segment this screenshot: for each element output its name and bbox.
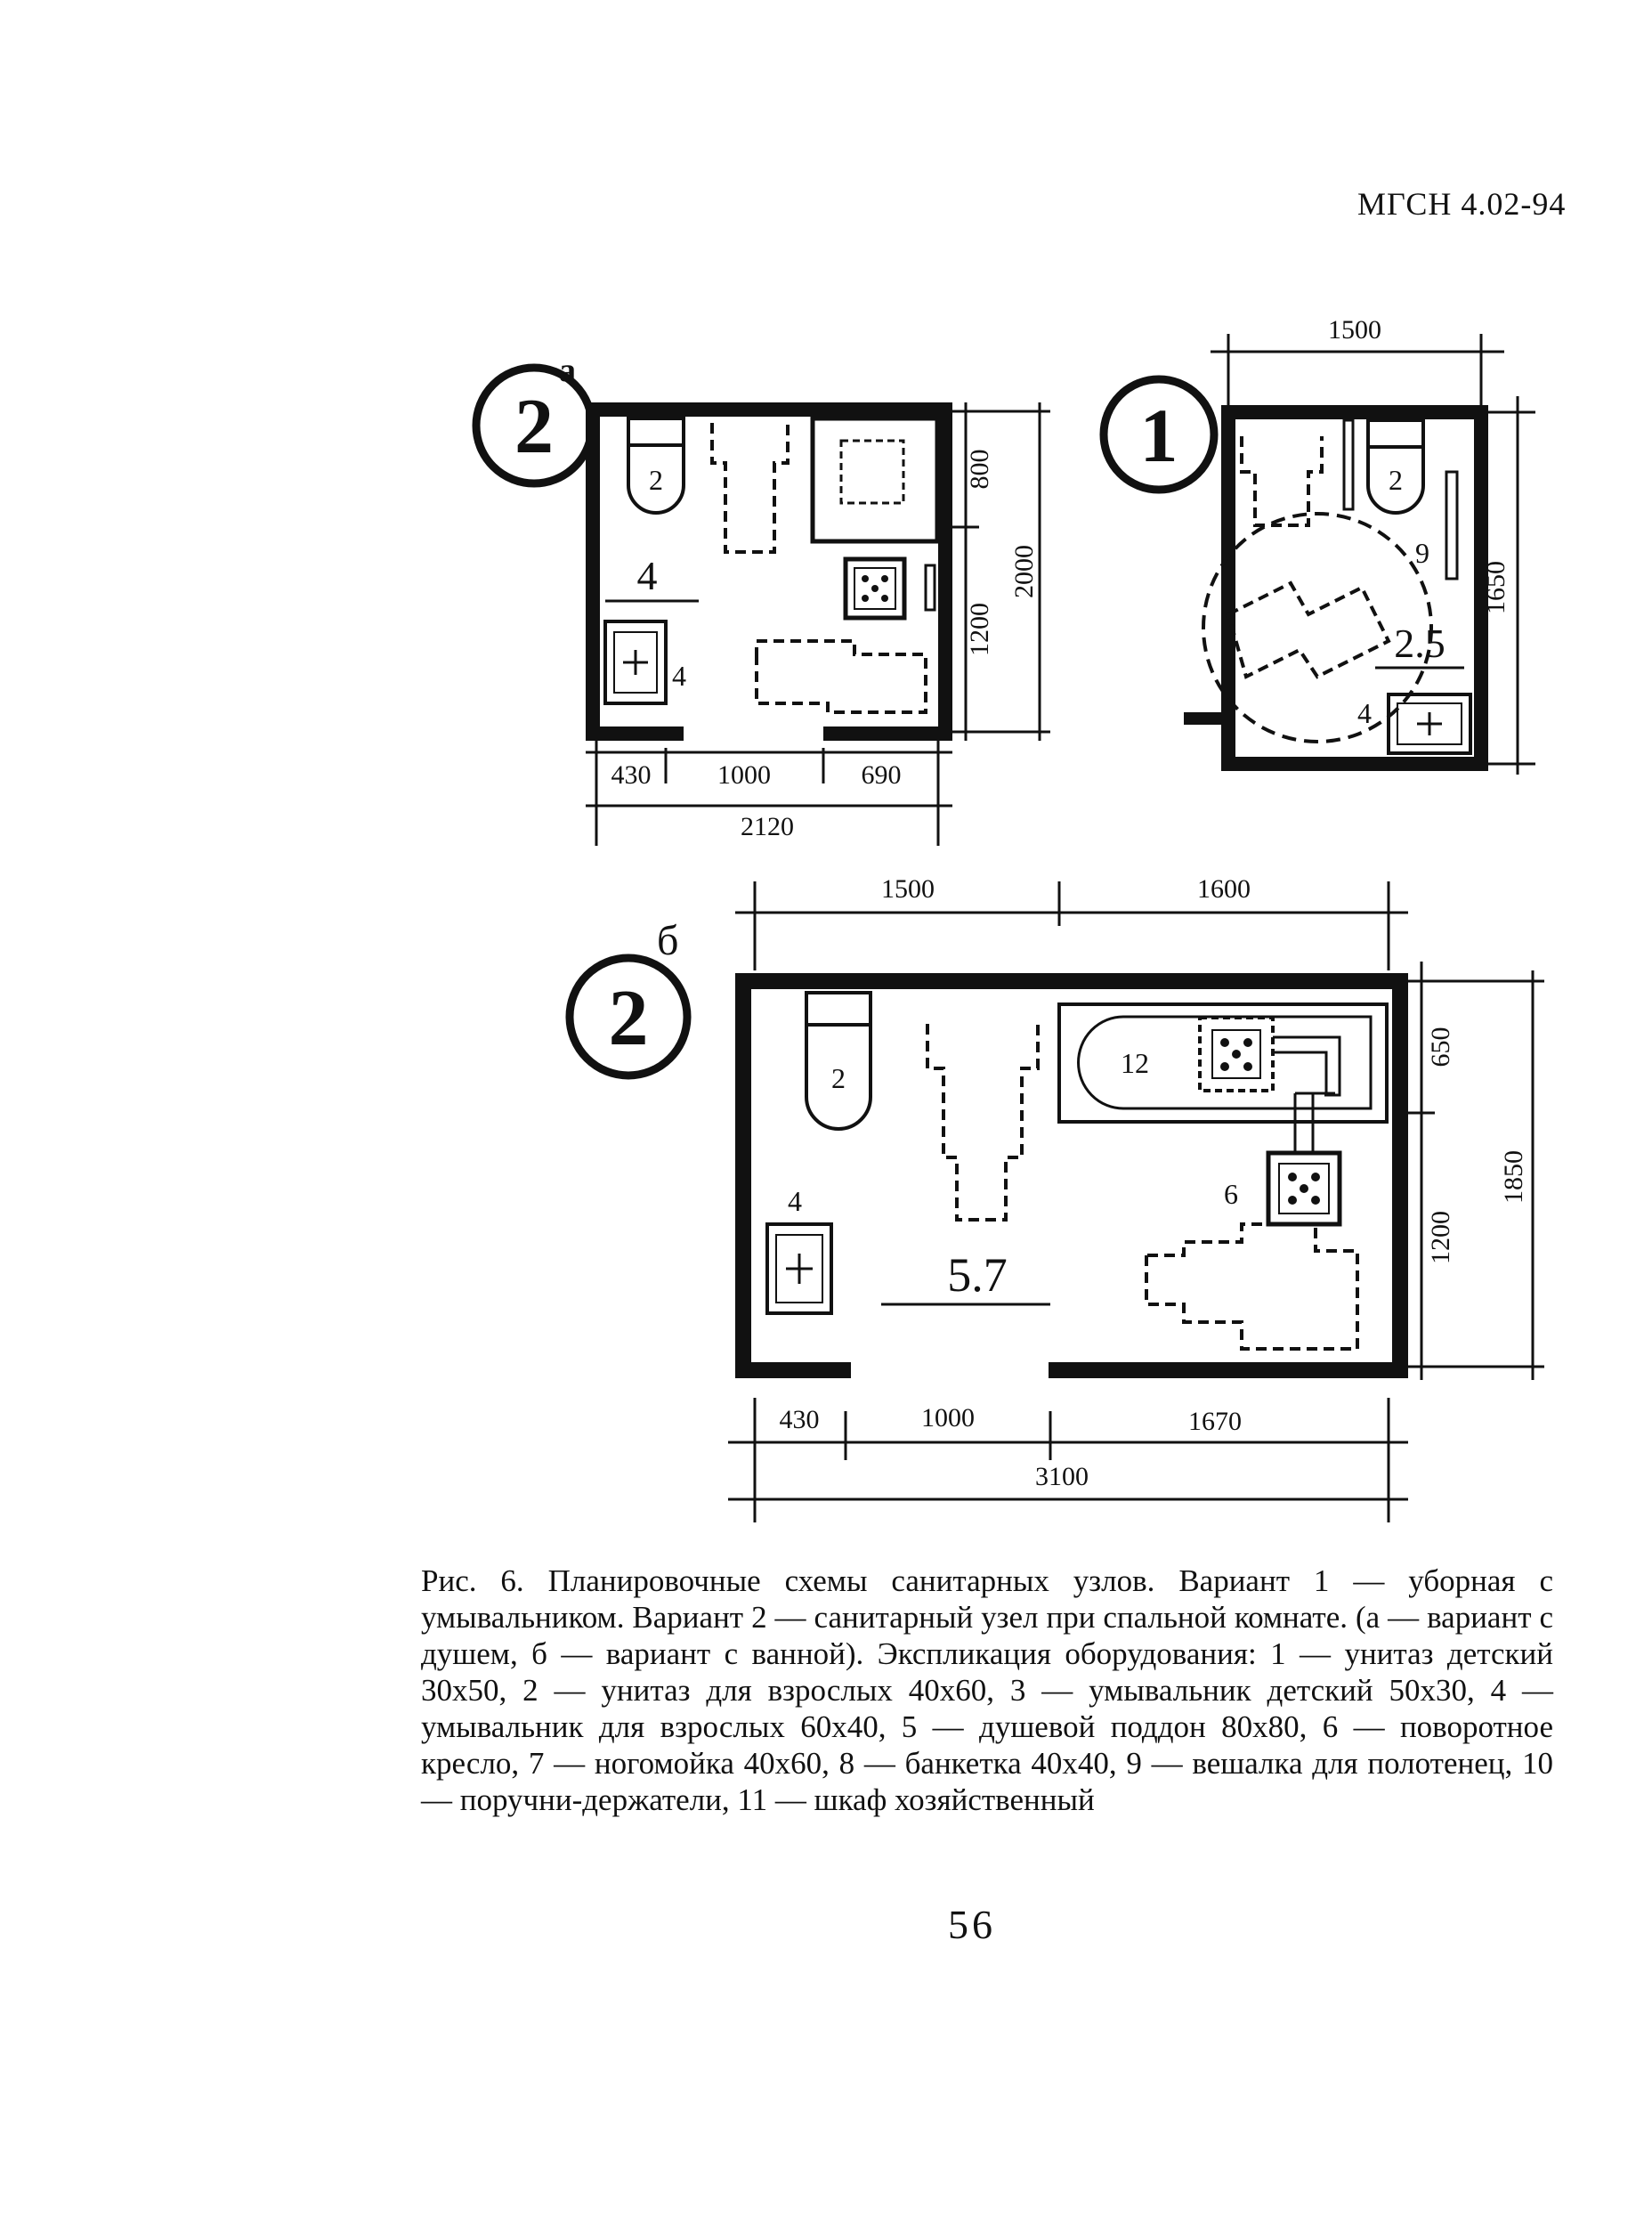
plan-1-towel-rail-icon bbox=[1446, 472, 1457, 579]
caption-prefix: Рис. 6. bbox=[421, 1563, 524, 1598]
figure-caption bbox=[421, 1563, 1553, 1818]
plan-2b-walls bbox=[735, 973, 1408, 1378]
plan-1-marker-number: 1 bbox=[1139, 393, 1178, 478]
plan-1-dim-1500: 1500 bbox=[1328, 315, 1381, 345]
page-number: 56 bbox=[948, 1902, 996, 1947]
plan-1-dim-1650: 1650 bbox=[1481, 561, 1510, 614]
plan-2b-variant-letter: б bbox=[657, 917, 679, 964]
plan-1-sink-label: 4 bbox=[1357, 697, 1372, 729]
plan-2a-person-silhouette-2 bbox=[757, 641, 926, 712]
plan-2a-dim-1000: 1000 bbox=[717, 760, 771, 790]
plan-2a-toilet-label: 2 bbox=[649, 464, 663, 496]
plan-2b-area-label: 5.7 bbox=[947, 1248, 1008, 1302]
plan-2b-marker-number: 2 bbox=[608, 974, 649, 1062]
plan-2a-wall-rail bbox=[926, 565, 935, 610]
plan-2a-variant-letter: а bbox=[559, 352, 576, 389]
plan-2b-toilet-icon bbox=[806, 993, 871, 1129]
plan-2b-person-silhouette-1 bbox=[927, 1024, 1038, 1220]
plan-2a-sink-icon bbox=[605, 621, 666, 703]
plan-2a-person-silhouette-1 bbox=[712, 423, 788, 552]
plan-2b-dim-1200: 1200 bbox=[1426, 1211, 1455, 1264]
plan-1-area-label: 2.5 bbox=[1394, 621, 1446, 666]
plan-2b-toilet-label: 2 bbox=[831, 1062, 846, 1094]
plan-2b-dim-1000: 1000 bbox=[921, 1403, 975, 1433]
plan-2a-stool-icon bbox=[846, 559, 904, 618]
plan-2b-dim-1850: 1850 bbox=[1499, 1150, 1528, 1204]
plan-2b-dim-1500: 1500 bbox=[881, 874, 935, 904]
plan-2a-dim-430: 430 bbox=[611, 760, 652, 790]
plan-2a-dim-800: 800 bbox=[965, 449, 994, 490]
plan-2a-shower-tray-icon bbox=[813, 418, 937, 541]
plan-1-towel-rail-label: 9 bbox=[1415, 537, 1429, 569]
plan-2b-sink-label: 4 bbox=[788, 1185, 802, 1217]
plan-2b-bath-seat-arm bbox=[1273, 1037, 1340, 1095]
plan-2a bbox=[476, 352, 1050, 846]
plan-2b-top-dimensions bbox=[735, 881, 1408, 970]
plan-2a-dim-1200: 1200 bbox=[965, 603, 994, 656]
plan-2a-sink-label: 4 bbox=[672, 660, 686, 692]
plan-2b-bottom-dimensions bbox=[728, 1398, 1408, 1522]
plan-2a-dim-2120: 2120 bbox=[741, 812, 794, 841]
plan-2a-dim-690: 690 bbox=[861, 760, 902, 790]
plan-2b-bath-seat-icon bbox=[1200, 1018, 1273, 1091]
plan-2b-dim-430: 430 bbox=[779, 1405, 820, 1434]
plan-2b-rotating-chair-icon bbox=[1268, 1153, 1340, 1224]
plan-2b-chair-label: 6 bbox=[1224, 1178, 1238, 1210]
plan-1-top-dimension bbox=[1211, 334, 1504, 405]
document-code: МГСН 4.02-94 bbox=[1357, 186, 1567, 222]
plan-2b-dim-1600: 1600 bbox=[1197, 874, 1251, 904]
plan-1-person-silhouette-1 bbox=[1242, 436, 1322, 525]
plan-1-walls bbox=[1184, 405, 1488, 771]
plan-2b-dim-1670: 1670 bbox=[1188, 1407, 1242, 1436]
plan-2b-bath-label: 12 bbox=[1121, 1047, 1149, 1079]
plan-2a-dim-2000: 2000 bbox=[1009, 545, 1039, 598]
plan-2b-person-silhouette-2 bbox=[1146, 1224, 1357, 1349]
plan-1 bbox=[1104, 315, 1535, 775]
plan-2a-area-label: 4 bbox=[636, 553, 658, 598]
plan-1-sink-icon bbox=[1389, 694, 1470, 753]
plan-1-toilet-label: 2 bbox=[1389, 464, 1403, 496]
plan-2b bbox=[570, 874, 1544, 1522]
plan-2b-dim-650: 650 bbox=[1426, 1027, 1455, 1067]
caption-text: Планировочные схемы санитарных узлов. Вариант 1 — уборная с умывальником. Вариант 2 — санитарный узел при спальной комнате. (а — вариант с душем, б — вариант с ванной). Экспликация оборудования: 1 — унитаз детский 30х50, 2 — унитаз для взрослых 40х60, 3 — умывальник детский 50х30, 4 — умывальник для взрослых 60х40, 5 — душевой поддон 80х80, 6 — поворотное кресло, 7 — ногомойка 40х60, 8 — банкетка 40х40, 9 — вешалка для полотенец, 10 — поручни-держатели, 11 — шкаф хозяйственный bbox=[421, 1563, 1553, 1817]
plan-1-grab-rail bbox=[1344, 420, 1353, 509]
plan-2a-marker-number: 2 bbox=[514, 384, 554, 470]
plan-1-person-silhouette-2 bbox=[1228, 583, 1389, 677]
plan-2b-dim-3100: 3100 bbox=[1035, 1462, 1089, 1491]
plan-2b-sink-icon bbox=[767, 1224, 831, 1313]
